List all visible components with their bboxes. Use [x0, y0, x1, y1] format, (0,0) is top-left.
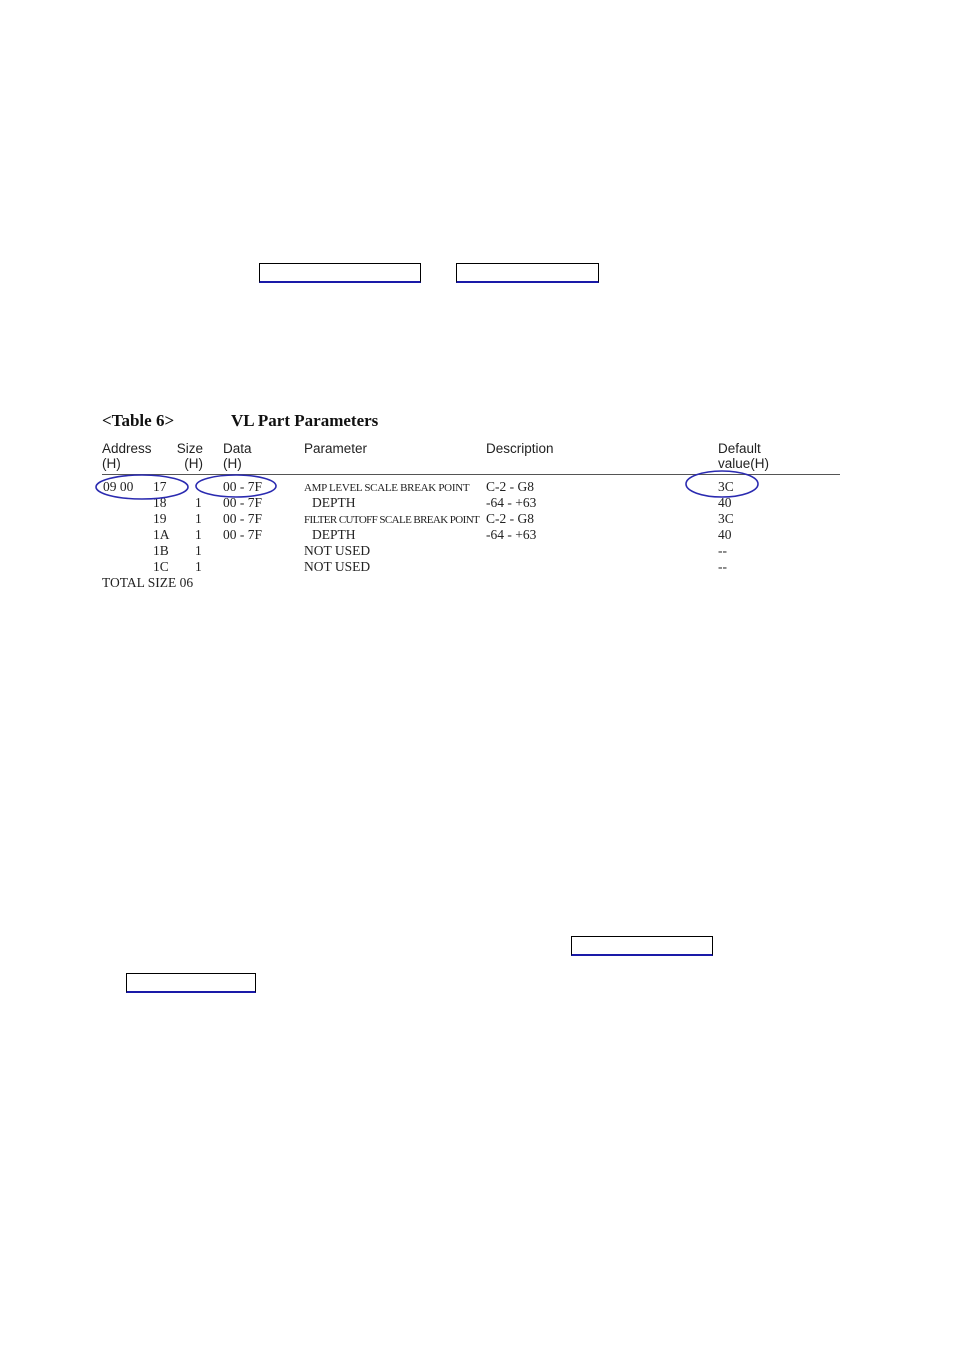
default-annotation-oval	[686, 471, 758, 497]
address-annotation-oval	[96, 475, 188, 499]
header-data: Data (H)	[223, 441, 252, 471]
table-number: <Table 6>	[102, 411, 175, 430]
annotation-ovals	[0, 0, 954, 620]
row-size: 1	[195, 543, 202, 558]
row-parameter: NOT USED	[304, 543, 371, 558]
header-address: Address (H)	[102, 441, 152, 471]
row-default: 40	[718, 527, 732, 542]
row-size: 1	[195, 495, 202, 510]
row-data: 00 - 7F	[223, 479, 263, 494]
row-size: 1	[195, 511, 202, 526]
table-title: VL Part Parameters	[231, 411, 379, 430]
row-description: -64 - +63	[486, 495, 537, 510]
row-address: 17	[153, 479, 167, 494]
row-default: --	[718, 543, 727, 558]
data-annotation-oval	[196, 475, 276, 497]
header-parameter: Parameter	[304, 441, 368, 456]
link-box-4[interactable]	[126, 973, 256, 993]
row-default: 3C	[718, 511, 734, 526]
row-parameter: NOT USED	[304, 559, 371, 574]
row-data: 00 - 7F	[223, 527, 263, 542]
row-address: 1C	[153, 559, 169, 574]
row-parameter: DEPTH	[312, 527, 356, 542]
header-size: Size (H)	[176, 441, 203, 471]
vl-part-parameters-table	[0, 0, 954, 620]
row-address: 19	[153, 511, 167, 526]
row-default: 3C	[718, 479, 734, 494]
row-description: -64 - +63	[486, 527, 537, 542]
row-default: 40	[718, 495, 732, 510]
row-description: C-2 - G8	[486, 511, 534, 526]
total-size: TOTAL SIZE 06	[102, 575, 194, 590]
header-default: Default value(H)	[718, 441, 770, 471]
row-address: 1B	[153, 543, 169, 558]
row-parameter: DEPTH	[312, 495, 356, 510]
row-address: 1A	[153, 527, 170, 542]
link-box-3[interactable]	[571, 936, 713, 956]
row-description: C-2 - G8	[486, 479, 534, 494]
row-data: 00 - 7F	[223, 511, 263, 526]
row-size: 1	[195, 527, 202, 542]
address-prefix: 09 00	[103, 479, 134, 494]
row-size: 1	[195, 559, 202, 574]
row-parameter: AMP LEVEL SCALE BREAK POINT	[304, 482, 470, 494]
row-parameter: FILTER CUTOFF SCALE BREAK POINT	[304, 514, 480, 526]
header-description: Description	[486, 441, 554, 456]
row-data: 00 - 7F	[223, 495, 263, 510]
row-address: 18	[153, 495, 167, 510]
row-default: --	[718, 559, 727, 574]
